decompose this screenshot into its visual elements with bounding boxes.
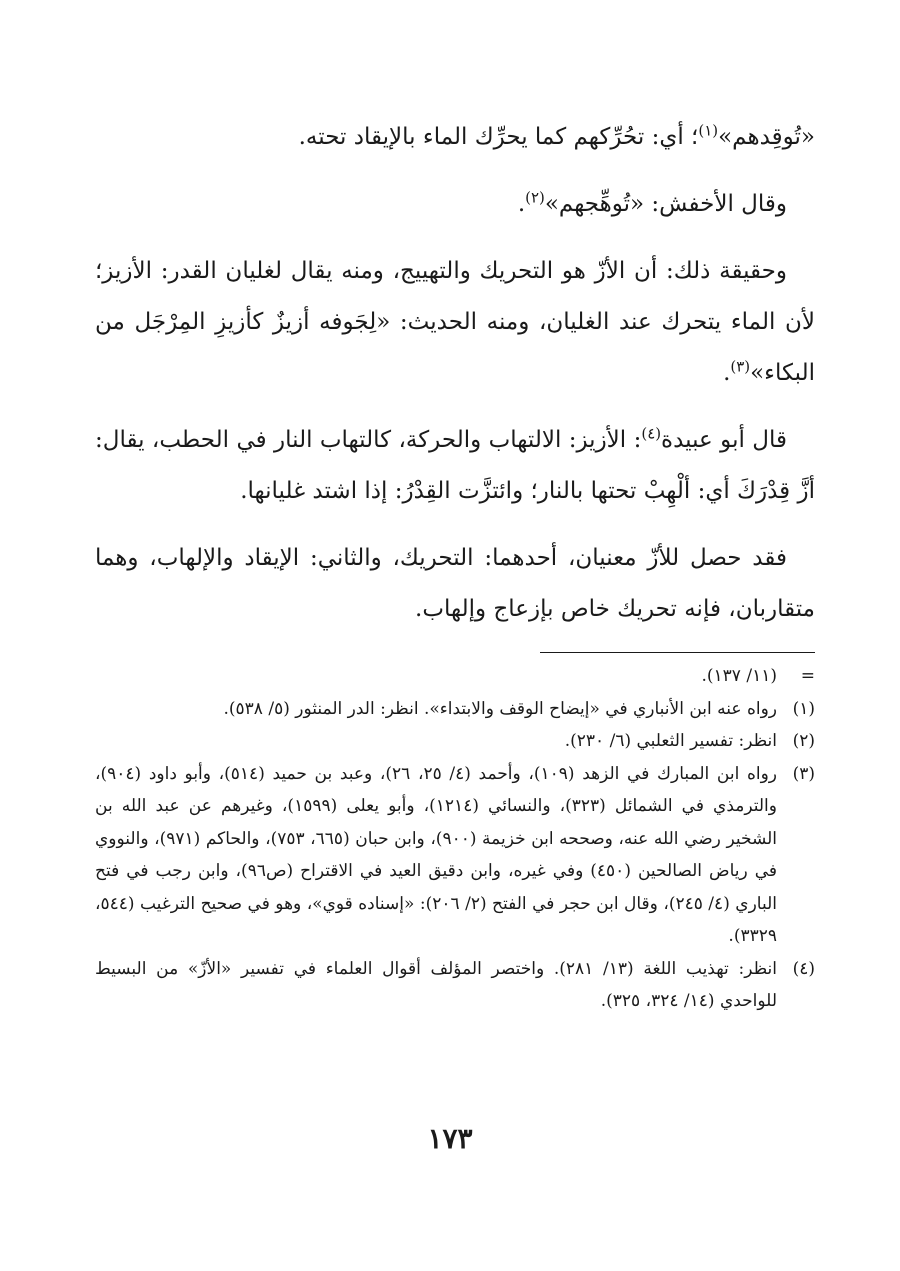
footnote-1: (١) رواه عنه ابن الأنباري في «إيضاح الوقف والابتداء». انظر: الدر المنثور (٥/ ٥٣٨).	[223, 698, 815, 719]
main-text	[95, 112, 815, 651]
footnote-3: (٣) رواه ابن المبارك في الزهد (١٠٩)، وأحمد (٤/ ٢٥، ٢٦)، وعبد بن حميد (٥١٤)، وأبو داود (٩٠٤)، والترمذي في الشمائل (٣٢٣)، والنسائي (١٢١٤)، وأبو يعلى (١٥٩٩)، وغيرهم عن عبد الله بن الشخير رضي الله عنه، وصححه ابن خزيمة (٩٠٠)، وابن حبان (٦٦٥، ٧٥٣)، والحاكم (٩٧١)، والنووي في رياض الصالحين (٤٥٠) وفي غيره، وابن دقيق العيد في الاقتراح (ص٩٦)، وابن رجب في فتح الباري (٤/ ٢٤٥)، وقال ابن حجر في الفتح (٢/ ٢٠٦): «إسناده قوي»، وهو في صحيح الترغيب (٥٤٤، ٣٣٢٩).	[95, 763, 815, 946]
page-number: ١٧٣	[427, 1122, 473, 1155]
footnote-ref-4: (٤)	[641, 424, 662, 443]
footnote-separator	[540, 652, 815, 653]
footnote-ref-1: (١)	[698, 121, 719, 140]
footnote-4: (٤) انظر: تهذيب اللغة (١٣/ ٢٨١). واختصر المؤلف أقوال العلماء في تفسير «الأزّ» من البسيط للواحدي (١٤/ ٣٢٤، ٣٢٥).	[95, 958, 815, 1011]
footnote-ref-3: (٣)	[730, 357, 751, 376]
footnote-continuation: = (١١/ ١٣٧).	[701, 666, 815, 686]
paragraph-4: قال أبو عبيدة$^{(٤)}$: الأزيز: الالتهاب والحركة، كالتهاب النار في الحطب، يقال: أزَّ قِدْرَكَ أي: ألْهِبْ تحتها بالنار؛ وائتزَّت القِدْرُ: إذا اشتد غليانها.	[95, 424, 815, 504]
paragraph-3: وحقيقة ذلك: أن الأزّ هو التحريك والتهييج، ومنه يقال لغليان القدر: الأزيز؛ لأن الماء يتحرك عند الغليان، ومنه الحديث: «لِجَوفه أزيزٌ كأزيزِ المِرْجَل من البكاء»$^{(٣)}$.	[95, 258, 815, 386]
paragraph-2: وقال الأخفش: «تُوهِّجهم»$^{(٢)}$.	[517, 188, 787, 217]
paragraph-5: فقد حصل للأزّ معنيان، أحدهما: التحريك، والثاني: الإيقاد والإلهاب، وهما متقاربان، فإنه تحريك خاص بإزعاج وإلهاب.	[95, 545, 815, 622]
footnote-2: (٢) انظر: تفسير الثعلبي (٦/ ٢٣٠).	[564, 731, 815, 751]
paragraph-1: «تُوقِدهم»$^{(١)}$؛ أي: تحُرِّكهم كما يحرِّك الماء بالإيقاد تحته.	[298, 121, 815, 150]
footnotes	[95, 660, 815, 1018]
footnote-ref-2: (٢)	[525, 188, 545, 207]
